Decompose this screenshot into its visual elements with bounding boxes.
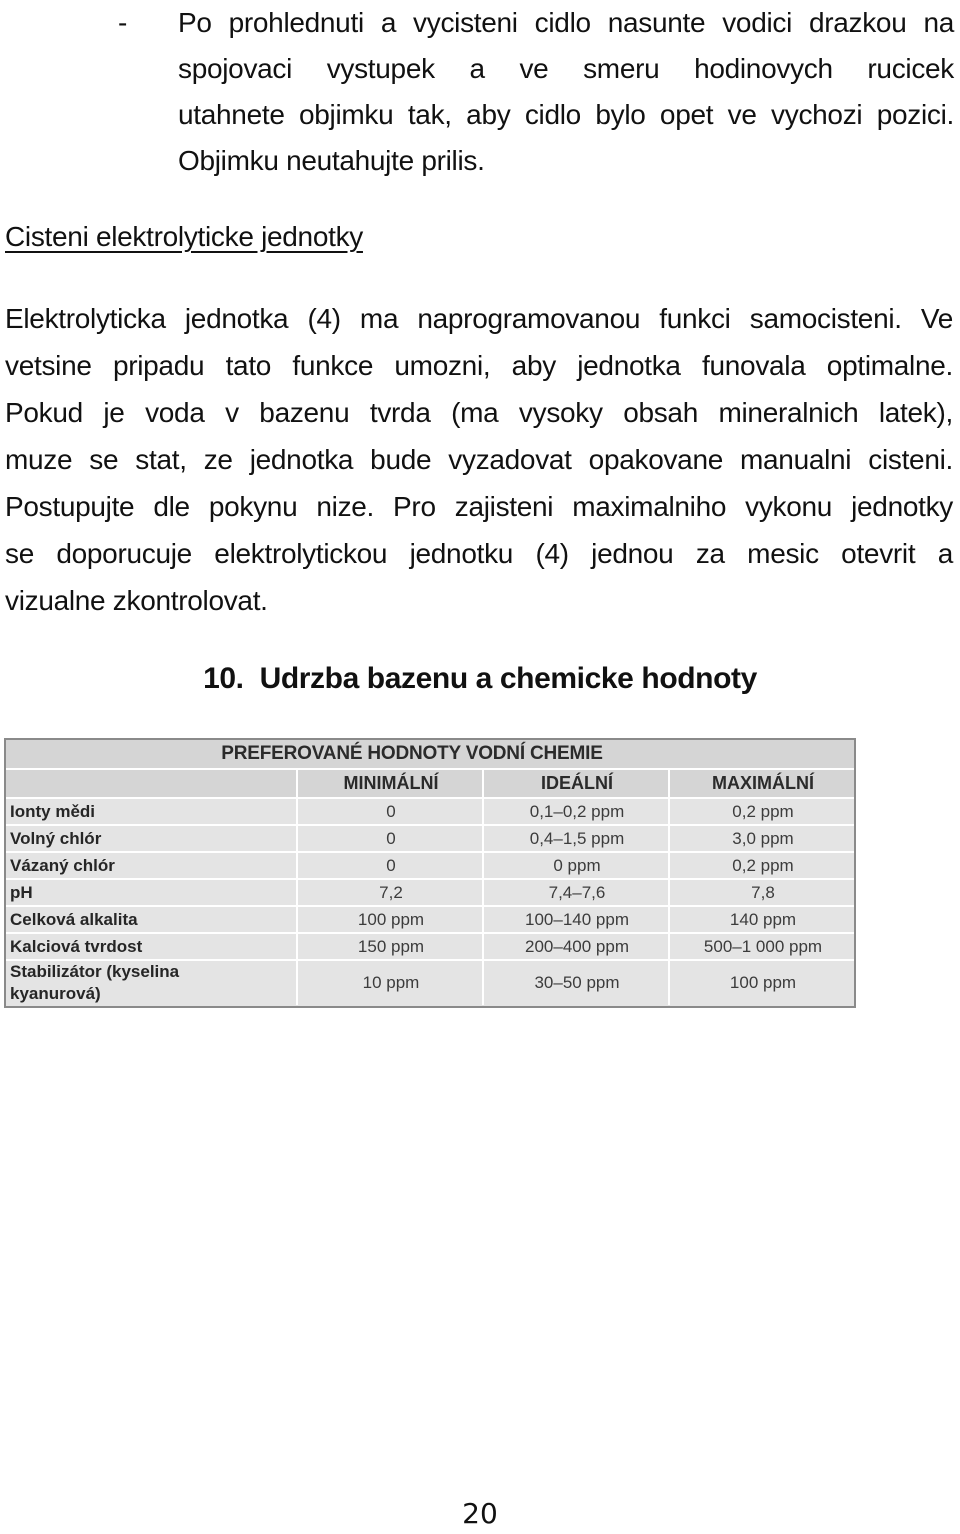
paragraph-line: Postupujte dle pokynu nize. Pro zajisteni maximalniho vykonu jednotky: [5, 491, 953, 522]
table-row: [6, 880, 854, 907]
cell-ideal: 0,4–1,5 ppm: [482, 826, 670, 851]
water-chemistry-table: [4, 738, 856, 1008]
column-header-min: MINIMÁLNÍ: [296, 770, 484, 797]
table-row: [6, 826, 854, 853]
table-body: [6, 799, 854, 1005]
bullet-line: Objimku neutahujte prilis.: [178, 145, 485, 176]
cell-max: 140 ppm: [668, 907, 856, 932]
cell-ideal: 7,4–7,6: [482, 880, 670, 905]
table-title: [6, 740, 854, 770]
cell-ideal: 0 ppm: [482, 853, 670, 878]
paragraph-line: vetsine pripadu tato funkce umozni, aby jednotka funovala optimalne.: [5, 350, 953, 381]
row-label: Ionty mědi: [10, 801, 96, 821]
section-heading: [0, 656, 960, 702]
table-row: [6, 961, 854, 1005]
cell-ideal: 200–400 ppm: [482, 934, 670, 959]
bullet-line: spojovaci vystupek a ve smeru hodinovych rucicek: [178, 53, 954, 84]
paragraph-line: Elektrolyticka jednotka (4) ma naprogramovanou funkci samocisteni. Ve: [5, 303, 953, 334]
cell-min: 150 ppm: [296, 934, 484, 959]
cell-min: 7,2: [296, 880, 484, 905]
table-row: [6, 799, 854, 826]
body-paragraph: [5, 295, 953, 624]
table-title-text: PREFEROVANÉ HODNOTY VODNÍ CHEMIE: [221, 743, 603, 764]
cell-ideal: 100–140 ppm: [482, 907, 670, 932]
cell-ideal: 0,1–0,2 ppm: [482, 799, 670, 824]
paragraph-line: se doporucuje elektrolytickou jednotku (4) jednou za mesic otevrit a: [5, 538, 953, 569]
paragraph-line: Pokud je voda v bazenu tvrda (ma vysoky obsah mineralnich latek),: [5, 397, 953, 428]
section-title: Udrzba bazenu a chemicke hodnoty: [259, 662, 757, 695]
cell-max: 100 ppm: [668, 961, 856, 1005]
row-label: Volný chlór: [10, 828, 102, 848]
bullet-text: [178, 0, 954, 184]
row-label: Celková alkalita: [10, 909, 138, 929]
cell-min: 10 ppm: [296, 961, 484, 1005]
subheading: Cisteni elektrolyticke jednotky: [5, 221, 363, 252]
bullet-marker: -: [118, 7, 128, 38]
cell-max: 0,2 ppm: [668, 799, 856, 824]
column-header-max: MAXIMÁLNÍ: [668, 770, 856, 797]
cell-max: 3,0 ppm: [668, 826, 856, 851]
cell-min: 100 ppm: [296, 907, 484, 932]
column-header-ideal: IDEÁLNÍ: [482, 770, 670, 797]
row-label: Vázaný chlór: [10, 855, 115, 875]
cell-min: 0: [296, 853, 484, 878]
cell-max: 0,2 ppm: [668, 853, 856, 878]
row-label: Kalciová tvrdost: [10, 936, 143, 956]
row-label: [6, 961, 296, 1005]
table-header-row: [6, 770, 854, 799]
row-label-line: kyanurová): [10, 984, 101, 1003]
section-number: 10.: [203, 662, 244, 695]
paragraph-line: vizualne zkontrolovat.: [5, 585, 268, 616]
bullet-line: Po prohlednuti a vycisteni cidlo nasunte vodici drazkou na: [178, 7, 954, 38]
page-number: 20: [462, 1497, 498, 1530]
bullet-line: utahnete objimku tak, aby cidlo bylo opet ve vychozi pozici.: [178, 99, 954, 130]
cell-ideal: 30–50 ppm: [482, 961, 670, 1005]
table-row: [6, 853, 854, 880]
row-label-line: Stabilizátor (kyselina: [10, 962, 180, 981]
table-row: [6, 907, 854, 934]
row-label: pH: [10, 882, 33, 902]
paragraph-line: muze se stat, ze jednotka bude vyzadovat opakovane manualni cisteni.: [5, 444, 953, 475]
cell-min: 0: [296, 799, 484, 824]
cell-min: 0: [296, 826, 484, 851]
table-row: [6, 934, 854, 961]
cell-max: 7,8: [668, 880, 856, 905]
cell-max: 500–1 000 ppm: [668, 934, 856, 959]
